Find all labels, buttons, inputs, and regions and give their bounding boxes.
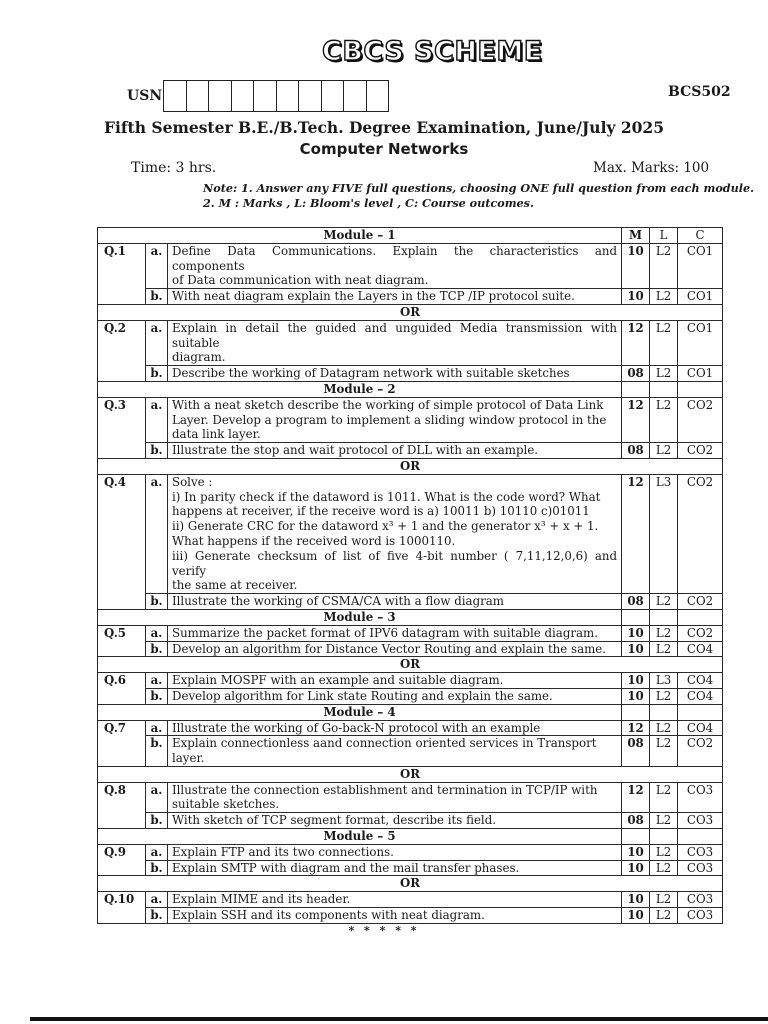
- or-separator-row: [98, 766, 723, 782]
- question-number: Q.2: [98, 320, 146, 381]
- question-part-row: [98, 673, 723, 689]
- question-number: Q.8: [98, 782, 146, 828]
- course-outcome: CO1: [678, 289, 723, 305]
- or-label: OR: [98, 304, 723, 320]
- empty-cell: [650, 829, 678, 845]
- module-header-row: [98, 704, 723, 720]
- question-text: [168, 289, 622, 305]
- question-text-line: Illustrate the connection establishment and termination in TCP/IP with: [172, 782, 598, 797]
- column-header-outcome: C: [678, 228, 723, 244]
- blooms-level: L2: [650, 736, 678, 767]
- course-outcome: CO3: [678, 860, 723, 876]
- blooms-level: L2: [650, 397, 678, 442]
- column-header-marks: M: [622, 228, 650, 244]
- question-text: [168, 908, 622, 924]
- question-text: [168, 892, 622, 908]
- course-outcome: CO3: [678, 844, 723, 860]
- sub-question-label: a.: [146, 320, 168, 365]
- course-outcome: CO1: [678, 320, 723, 365]
- question-text-line: With neat diagram explain the Layers in the TCP /IP protocol suite.: [172, 289, 575, 304]
- course-outcome: CO2: [678, 594, 723, 610]
- module-header-row: [98, 829, 723, 845]
- question-part-row: [98, 625, 723, 641]
- sub-question-label: a.: [146, 243, 168, 288]
- sub-question-label: b.: [146, 908, 168, 924]
- exam-duration: Time: 3 hrs.: [131, 160, 217, 176]
- question-text-line: Summarize the packet format of IPV6 datagram with suitable diagram.: [172, 625, 598, 640]
- marks-value: 08: [622, 813, 650, 829]
- marks-value: 12: [622, 320, 650, 365]
- question-number: Q.1: [98, 243, 146, 304]
- or-label: OR: [98, 657, 723, 673]
- blooms-level: L2: [650, 688, 678, 704]
- question-text: [168, 688, 622, 704]
- question-text-line: diagram.: [172, 350, 226, 365]
- module-title: Module – 3: [98, 609, 622, 625]
- empty-cell: [650, 381, 678, 397]
- sub-question-label: a.: [146, 397, 168, 442]
- note-line: 2. M : Marks , L: Bloom's level , C: Course outcomes.: [203, 196, 534, 210]
- question-text: [168, 625, 622, 641]
- question-text: [168, 641, 622, 657]
- question-number: Q.9: [98, 844, 146, 876]
- marks-value: 10: [622, 243, 650, 288]
- sub-question-label: b.: [146, 736, 168, 767]
- course-outcome: CO4: [678, 688, 723, 704]
- question-text-line: What happens if the received word is 1000110.: [172, 533, 456, 548]
- question-part-row: [98, 688, 723, 704]
- blooms-level: L2: [650, 782, 678, 813]
- column-header-level: L: [650, 228, 678, 244]
- question-text-line: Explain MOSPF with an example and suitable diagram.: [172, 673, 504, 688]
- usn-digit-box[interactable]: [187, 81, 210, 111]
- question-text: [168, 844, 622, 860]
- marks-value: 10: [622, 641, 650, 657]
- question-text-line: Describe the working of Datagram network with suitable sketches: [172, 366, 570, 381]
- marks-value: 12: [622, 720, 650, 736]
- empty-cell: [622, 829, 650, 845]
- marks-value: 08: [622, 594, 650, 610]
- question-number: Q.10: [98, 892, 146, 924]
- sub-question-label: b.: [146, 366, 168, 382]
- or-label: OR: [98, 766, 723, 782]
- question-text-line: With a neat sketch describe the working of simple protocol of Data Link: [172, 397, 604, 412]
- usn-digit-box[interactable]: [299, 81, 322, 111]
- sub-question-label: b.: [146, 813, 168, 829]
- scheme-logo: CBCS SCHEME: [322, 36, 543, 67]
- module-title: Module – 4: [98, 704, 622, 720]
- course-outcome: CO1: [678, 366, 723, 382]
- sub-question-label: a.: [146, 892, 168, 908]
- empty-cell: [650, 609, 678, 625]
- note-line: Note: 1. Answer any FIVE full questions, choosing ONE full question from each module.: [203, 181, 755, 195]
- blooms-level: L2: [650, 908, 678, 924]
- or-separator-row: [98, 876, 723, 892]
- question-text-line: Illustrate the working of Go-back-N protocol with an example: [172, 720, 541, 735]
- question-part-row: [98, 474, 723, 593]
- question-part-row: [98, 289, 723, 305]
- course-outcome: CO2: [678, 625, 723, 641]
- empty-cell: [678, 609, 723, 625]
- question-part-row: [98, 736, 723, 767]
- question-part-row: [98, 813, 723, 829]
- usn-label: USN: [127, 88, 163, 104]
- question-text-line: data link layer.: [172, 427, 261, 442]
- marks-value: 08: [622, 366, 650, 382]
- question-part-row: [98, 641, 723, 657]
- question-part-row: [98, 594, 723, 610]
- question-text-line: Illustrate the working of CSMA/CA with a flow diagram: [172, 594, 504, 609]
- question-text-line: Explain connectionless aand connection oriented services in Transport: [172, 736, 597, 751]
- question-text: [168, 320, 622, 365]
- subject-code: BCS502: [668, 84, 731, 100]
- module-title: Module – 1: [98, 228, 622, 244]
- blooms-level: L2: [650, 289, 678, 305]
- sub-question-label: b.: [146, 860, 168, 876]
- question-part-row: [98, 782, 723, 813]
- question-text-line: layer.: [172, 751, 205, 766]
- usn-digit-box[interactable]: [367, 81, 389, 111]
- blooms-level: L3: [650, 673, 678, 689]
- blooms-level: L2: [650, 844, 678, 860]
- question-text-line: Solve :: [172, 474, 213, 489]
- marks-value: 12: [622, 397, 650, 442]
- question-text-line: Explain MIME and its header.: [172, 892, 351, 907]
- usn-digit-box[interactable]: [277, 81, 300, 111]
- blooms-level: L2: [650, 243, 678, 288]
- empty-cell: [650, 704, 678, 720]
- course-outcome: CO2: [678, 474, 723, 593]
- or-label: OR: [98, 458, 723, 474]
- marks-value: 10: [622, 673, 650, 689]
- or-label: OR: [98, 876, 723, 892]
- question-part-row: [98, 397, 723, 442]
- question-text-line: the same at receiver.: [172, 578, 298, 593]
- subject-title: Computer Networks: [299, 140, 469, 158]
- usn-digit-box[interactable]: [232, 81, 255, 111]
- question-part-row: [98, 844, 723, 860]
- question-text-line: With sketch of TCP segment format, describe its field.: [172, 813, 496, 828]
- usn-digit-box[interactable]: [164, 81, 187, 111]
- marks-value: 10: [622, 892, 650, 908]
- question-number: Q.3: [98, 397, 146, 458]
- marks-value: 12: [622, 782, 650, 813]
- sub-question-label: b.: [146, 289, 168, 305]
- marks-value: 08: [622, 443, 650, 459]
- question-text-line: Layer. Develop a program to implement a sliding window protocol in the: [172, 412, 607, 427]
- question-part-row: [98, 892, 723, 908]
- exam-title: Fifth Semester B.E./B.Tech. Degree Examination, June/July 2025: [104, 118, 664, 137]
- module-title: Module – 5: [98, 829, 622, 845]
- empty-cell: [622, 381, 650, 397]
- question-part-row: [98, 243, 723, 288]
- question-text-line: Develop algorithm for Link state Routing and explain the same.: [172, 688, 553, 703]
- bottom-rule: [30, 1017, 768, 1021]
- marks-value: 10: [622, 625, 650, 641]
- sub-question-label: a.: [146, 844, 168, 860]
- question-text-line: Define Data Communications. Explain the characteristics and components: [172, 243, 618, 273]
- marks-value: 10: [622, 844, 650, 860]
- question-text-line: happens at receiver, if the receive word is a) 10011 b) 10110 c)01011: [172, 504, 590, 519]
- question-table: [97, 227, 723, 924]
- sub-question-label: b.: [146, 641, 168, 657]
- empty-cell: [678, 381, 723, 397]
- question-text-line: iii) Generate checksum of list of five 4-bit number ( 7,11,12,0,6) and verify: [172, 548, 618, 578]
- blooms-level: L2: [650, 443, 678, 459]
- course-outcome: CO4: [678, 720, 723, 736]
- marks-value: 10: [622, 908, 650, 924]
- blooms-level: L2: [650, 320, 678, 365]
- question-text: [168, 813, 622, 829]
- question-part-row: [98, 366, 723, 382]
- marks-value: 10: [622, 289, 650, 305]
- question-text-line: Explain in detail the guided and unguided Media transmission with suitable: [172, 320, 618, 350]
- end-of-paper-stars: * * * * *: [348, 924, 420, 937]
- course-outcome: CO3: [678, 908, 723, 924]
- question-text: [168, 397, 622, 442]
- question-text: [168, 243, 622, 288]
- blooms-level: L3: [650, 474, 678, 593]
- question-text: [168, 720, 622, 736]
- or-separator-row: [98, 304, 723, 320]
- blooms-level: L2: [650, 366, 678, 382]
- blooms-level: L2: [650, 892, 678, 908]
- question-number: Q.5: [98, 625, 146, 657]
- question-text-line: of Data communication with neat diagram.: [172, 273, 429, 288]
- blooms-level: L2: [650, 594, 678, 610]
- course-outcome: CO3: [678, 892, 723, 908]
- sub-question-label: b.: [146, 443, 168, 459]
- module-title: Module – 2: [98, 381, 622, 397]
- sub-question-label: a.: [146, 720, 168, 736]
- usn-box-grid: [163, 80, 389, 112]
- question-text: [168, 443, 622, 459]
- blooms-level: L2: [650, 641, 678, 657]
- max-marks: Max. Marks: 100: [593, 160, 710, 176]
- question-part-row: [98, 860, 723, 876]
- blooms-level: L2: [650, 860, 678, 876]
- usn-digit-box[interactable]: [254, 81, 277, 111]
- question-text: [168, 673, 622, 689]
- sub-question-label: b.: [146, 594, 168, 610]
- question-text-line: Illustrate the stop and wait protocol of DLL with an example.: [172, 443, 539, 458]
- sub-question-label: b.: [146, 688, 168, 704]
- marks-value: 10: [622, 688, 650, 704]
- marks-value: 12: [622, 474, 650, 593]
- question-text: [168, 736, 622, 767]
- course-outcome: CO1: [678, 243, 723, 288]
- question-part-row: [98, 908, 723, 924]
- or-separator-row: [98, 657, 723, 673]
- usn-digit-box[interactable]: [322, 81, 345, 111]
- question-text-line: suitable sketches.: [172, 797, 280, 812]
- question-text: [168, 594, 622, 610]
- course-outcome: CO2: [678, 443, 723, 459]
- empty-cell: [622, 704, 650, 720]
- question-number: Q.4: [98, 474, 146, 609]
- question-text: [168, 366, 622, 382]
- course-outcome: CO4: [678, 673, 723, 689]
- usn-digit-box[interactable]: [209, 81, 232, 111]
- question-text-line: i) In parity check if the dataword is 1011. What is the code word? What: [172, 489, 601, 504]
- module-header-row: [98, 381, 723, 397]
- marks-value: 08: [622, 736, 650, 767]
- empty-cell: [678, 829, 723, 845]
- or-separator-row: [98, 458, 723, 474]
- course-outcome: CO3: [678, 813, 723, 829]
- question-text: [168, 474, 622, 593]
- sub-question-label: a.: [146, 625, 168, 641]
- course-outcome: CO3: [678, 782, 723, 813]
- question-number: Q.6: [98, 673, 146, 705]
- blooms-level: L2: [650, 720, 678, 736]
- question-part-row: [98, 320, 723, 365]
- course-outcome: CO2: [678, 397, 723, 442]
- question-part-row: [98, 443, 723, 459]
- sub-question-label: a.: [146, 673, 168, 689]
- module-header-row: [98, 609, 723, 625]
- question-text: [168, 782, 622, 813]
- marks-value: 10: [622, 860, 650, 876]
- usn-digit-box[interactable]: [344, 81, 367, 111]
- module-header-row: [98, 228, 723, 244]
- blooms-level: L2: [650, 625, 678, 641]
- empty-cell: [678, 704, 723, 720]
- blooms-level: L2: [650, 813, 678, 829]
- course-outcome: CO4: [678, 641, 723, 657]
- question-text: [168, 860, 622, 876]
- question-text-line: Explain SMTP with diagram and the mail transfer phases.: [172, 860, 520, 875]
- question-text-line: ii) Generate CRC for the dataword x³ + 1 and the generator x³ + x + 1.: [172, 519, 599, 534]
- empty-cell: [622, 609, 650, 625]
- sub-question-label: a.: [146, 474, 168, 593]
- question-part-row: [98, 720, 723, 736]
- course-outcome: CO2: [678, 736, 723, 767]
- question-number: Q.7: [98, 720, 146, 766]
- question-text-line: Explain SSH and its components with neat diagram.: [172, 908, 485, 923]
- instructions-note: [203, 181, 754, 211]
- question-text-line: Develop an algorithm for Distance Vector Routing and explain the same.: [172, 641, 607, 656]
- question-text-line: Explain FTP and its two connections.: [172, 844, 394, 859]
- sub-question-label: a.: [146, 782, 168, 813]
